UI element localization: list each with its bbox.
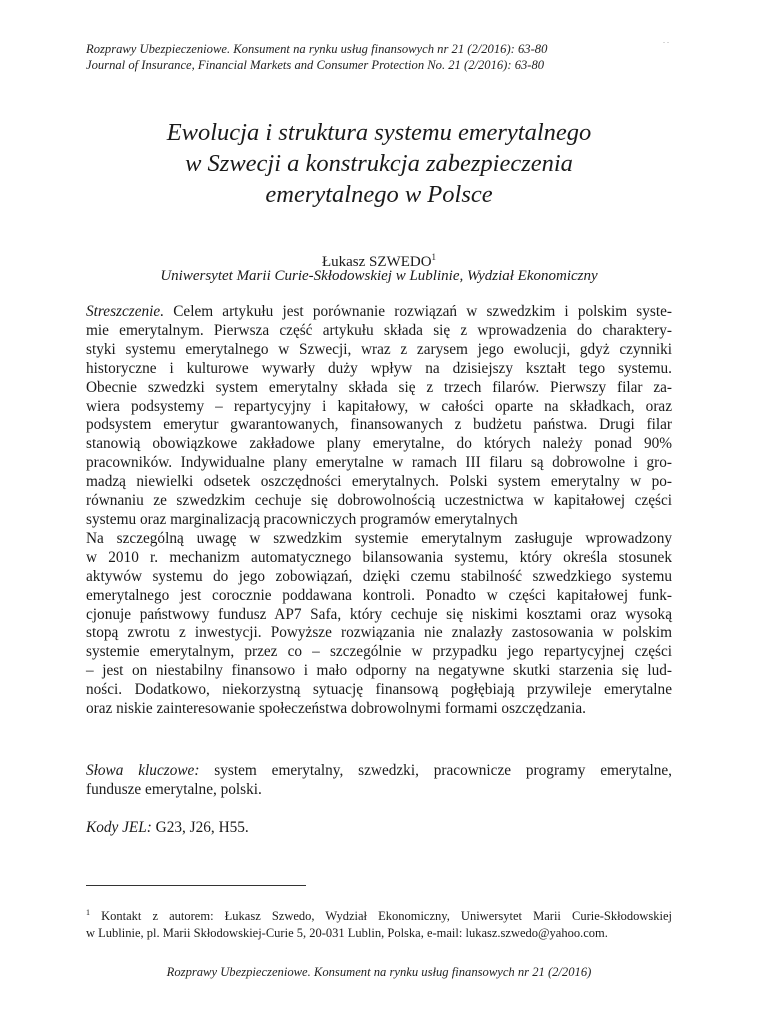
running-header	[86, 41, 547, 73]
abstract-line: systemie emerytalnym, przez co – szczególnie w przypadku jego repartycyjnej części	[86, 643, 672, 661]
abstract-line: aktywów systemu do jego zobowiązań, dzięki czemu stabilność szwedzkiego systemu	[86, 567, 672, 585]
abstract-line: Obecnie szwedzki system emerytalny składa się z trzech filarów. Pierwszy filar za-	[86, 378, 672, 396]
footnote-line: w Lublinie, pl. Marii Skłodowskiej-Curie 5, 20-031 Lublin, Polska, e-mail: lukasz.szwedo@yahoo.com.	[86, 926, 608, 941]
footnote-line: $^1$ Kontakt z autorem: Łukasz Szwedo, Wydział Ekonomiczny, Uniwersytet Marii Curie-Skłodowskiej	[86, 908, 672, 924]
jel-label: Kody JEL:	[86, 819, 152, 836]
abstract-label: Streszczenie.	[86, 303, 165, 320]
journal-line-english: Journal of Insurance, Financial Markets and Consumer Protection No. 21 (2/2016): 63-80	[86, 58, 545, 72]
abstract-line: madzą niewielki odsetek oszczędności emerytalnych. Polski system emerytalny w po-	[86, 473, 672, 491]
footnote	[86, 904, 672, 942]
title-line: w Szwecji a konstrukcja zabezpieczenia	[185, 150, 573, 177]
author-name: Łukasz SZWEDO	[321, 254, 432, 270]
journal-line-polish: Rozprawy Ubezpieczeniowe. Konsument na rynku usług finansowych nr 21 (2/2016): 63-80	[86, 42, 548, 56]
abstract-line: – jest on niestabilny finansowo i mało odporny na negatywne skutki starzenia się lud-	[86, 662, 672, 680]
jel-value: G23, J26, H55.	[151, 819, 249, 836]
abstract	[86, 303, 672, 719]
page-footer: Rozprawy Ubezpieczeniowe. Konsument na rynku usług finansowych nr 21 (2/2016)	[166, 965, 592, 979]
abstract-line: podsystem emerytur gwarantowanych, finansowanych z budżetu państwa. Drugi filar	[86, 416, 672, 434]
abstract-line: styki systemu emerytalnego w Szwecji, wraz z zarysem jego ewolucji, gdyż czynniki	[86, 340, 672, 358]
abstract-line: w 2010 r. mechanizm automatycznego bilansowania systemu, który określa stosunek	[86, 548, 672, 566]
abstract-line: historyczne i kulturowe wywarły duży wpływ na dzisiejszy kształt tego systemu.	[86, 359, 672, 377]
abstract-line: Streszczenie. Celem artykułu jest porównanie rozwiązań w szwedzkim i polskim syste-	[86, 303, 672, 320]
article-title	[86, 117, 672, 210]
author-affiliation: Uniwersytet Marii Curie-Skłodowskiej w Lublinie, Wydział Ekonomiczny	[160, 268, 598, 284]
footnote-mark: 1	[86, 908, 90, 917]
abstract-line: stopą zwrotu z inwestycji. Powyższe rozwiązania nie znalazły zastosowania w polskim	[86, 624, 672, 642]
abstract-line: cjonuje państwowy fundusz AP7 Safa, który cechuje się niskimi kosztami oraz wysoką	[86, 605, 672, 623]
keywords	[86, 761, 672, 799]
abstract-line: systemu oraz marginalizacją pracowniczych programów emerytalnych	[86, 510, 518, 528]
abstract-line: oraz niskie zainteresowanie społeczeństwa dobrowolnymi formami oszczędzania.	[86, 700, 586, 718]
abstract-line: stanowią obowiązkowe zakładowe plany emerytalne, do których należy ponad 90%	[86, 435, 672, 453]
keywords-label: Słowa kluczowe:	[86, 762, 200, 779]
keywords-line: fundusze emerytalne, polski.	[86, 781, 262, 798]
abstract-line: ności. Dodatkowo, niekorzystną sytuację finansową pogłębiają przywileje emerytalne	[86, 681, 672, 699]
jel-codes	[86, 818, 249, 837]
abstract-line: Na szczególną uwagę w szwedzkim systemie emerytalnym zasługuje wprowadzony	[86, 529, 672, 547]
abstract-line: mie emerytalnym. Pierwsza część artykułu składa się z wprowadzenia do charaktery-	[86, 321, 672, 339]
footnote-divider	[86, 885, 306, 886]
abstract-line: pracowników. Indywidualne plany emerytalne w ramach III filaru są dobrowolne i gro-	[86, 454, 672, 472]
author-footnote-mark: 1	[431, 252, 437, 262]
abstract-line: równaniu ze szwedzkim cechuje się dobrowolnością uczestnictwa w kapitałowej części	[86, 492, 672, 510]
title-line: emerytalnego w Polsce	[265, 181, 493, 208]
corner-mark: . .	[663, 36, 669, 45]
keywords-line: Słowa kluczowe: system emerytalny, szwedzki, pracownicze programy emerytalne,	[86, 762, 673, 779]
title-line: Ewolucja i struktura systemu emerytalnego	[166, 119, 592, 146]
abstract-line: wiera podsystemy – repartycyjny i kapitałowy, w całości oparte na składkach, oraz	[86, 397, 672, 415]
abstract-line: emerytalnego jest corocznie poddawana kontroli. Ponadto w części kapitałowej funk-	[86, 586, 672, 604]
